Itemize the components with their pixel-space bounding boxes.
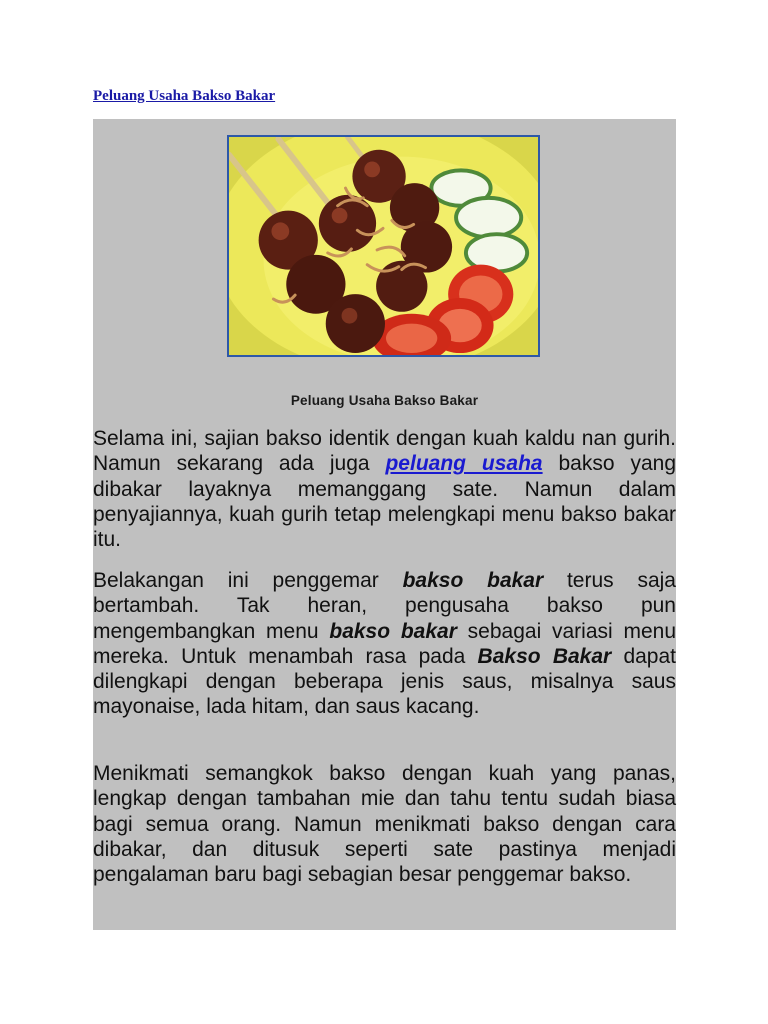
paragraph-2-text: dapat dilengkapi dengan beberapa jenis saus, misalnya saus mayonaise, lada hitam, dan saus kacang. [93, 644, 676, 719]
food-illustration [229, 137, 538, 355]
article-box [93, 119, 676, 930]
bold-term: Bakso Bakar [477, 644, 612, 668]
paragraph-2-text: Belakangan ini penggemar [93, 569, 403, 592]
paragraph-1-text: Selama ini, sajian bakso identik dengan kuah kaldu nan gurih. Namun sekarang ada juga [93, 427, 676, 476]
bold-term: bakso bakar [329, 619, 457, 643]
bold-term: bakso bakar [402, 569, 544, 592]
paragraph-1-text-end: bakso yang dibakar layaknya memanggang sate. Namun dalam penyajiannya, kuah gurih tetap melengkapi menu bakso bakar itu. [93, 452, 676, 552]
paragraph-2 [93, 568, 676, 720]
peluang-usaha-link[interactable]: peluang usaha [385, 452, 543, 476]
page-title-link[interactable]: Peluang Usaha Bakso Bakar [93, 88, 276, 104]
paragraph-1 [93, 426, 676, 552]
paragraph-2-text: terus saja bertambah. Tak heran, pengusaha bakso pun mengembangkan menu [93, 569, 676, 643]
bakso-bakar-photo [227, 135, 540, 357]
paragraph-3: Menikmati semangkok bakso dengan kuah yang panas, lengkap dengan tambahan mie dan tahu tentu sudah biasa bagi semua orang. Namun menikmati bakso dengan cara dibakar, dan ditusuk seperti sate pastinya menjadi pengalaman baru bagi sebagian besar penggemar bakso. [93, 762, 676, 887]
image-caption: Peluang Usaha Bakso Bakar [290, 393, 479, 408]
paragraph-2-text: sebagai variasi menu mereka. Untuk menambah rasa pada [93, 619, 676, 668]
